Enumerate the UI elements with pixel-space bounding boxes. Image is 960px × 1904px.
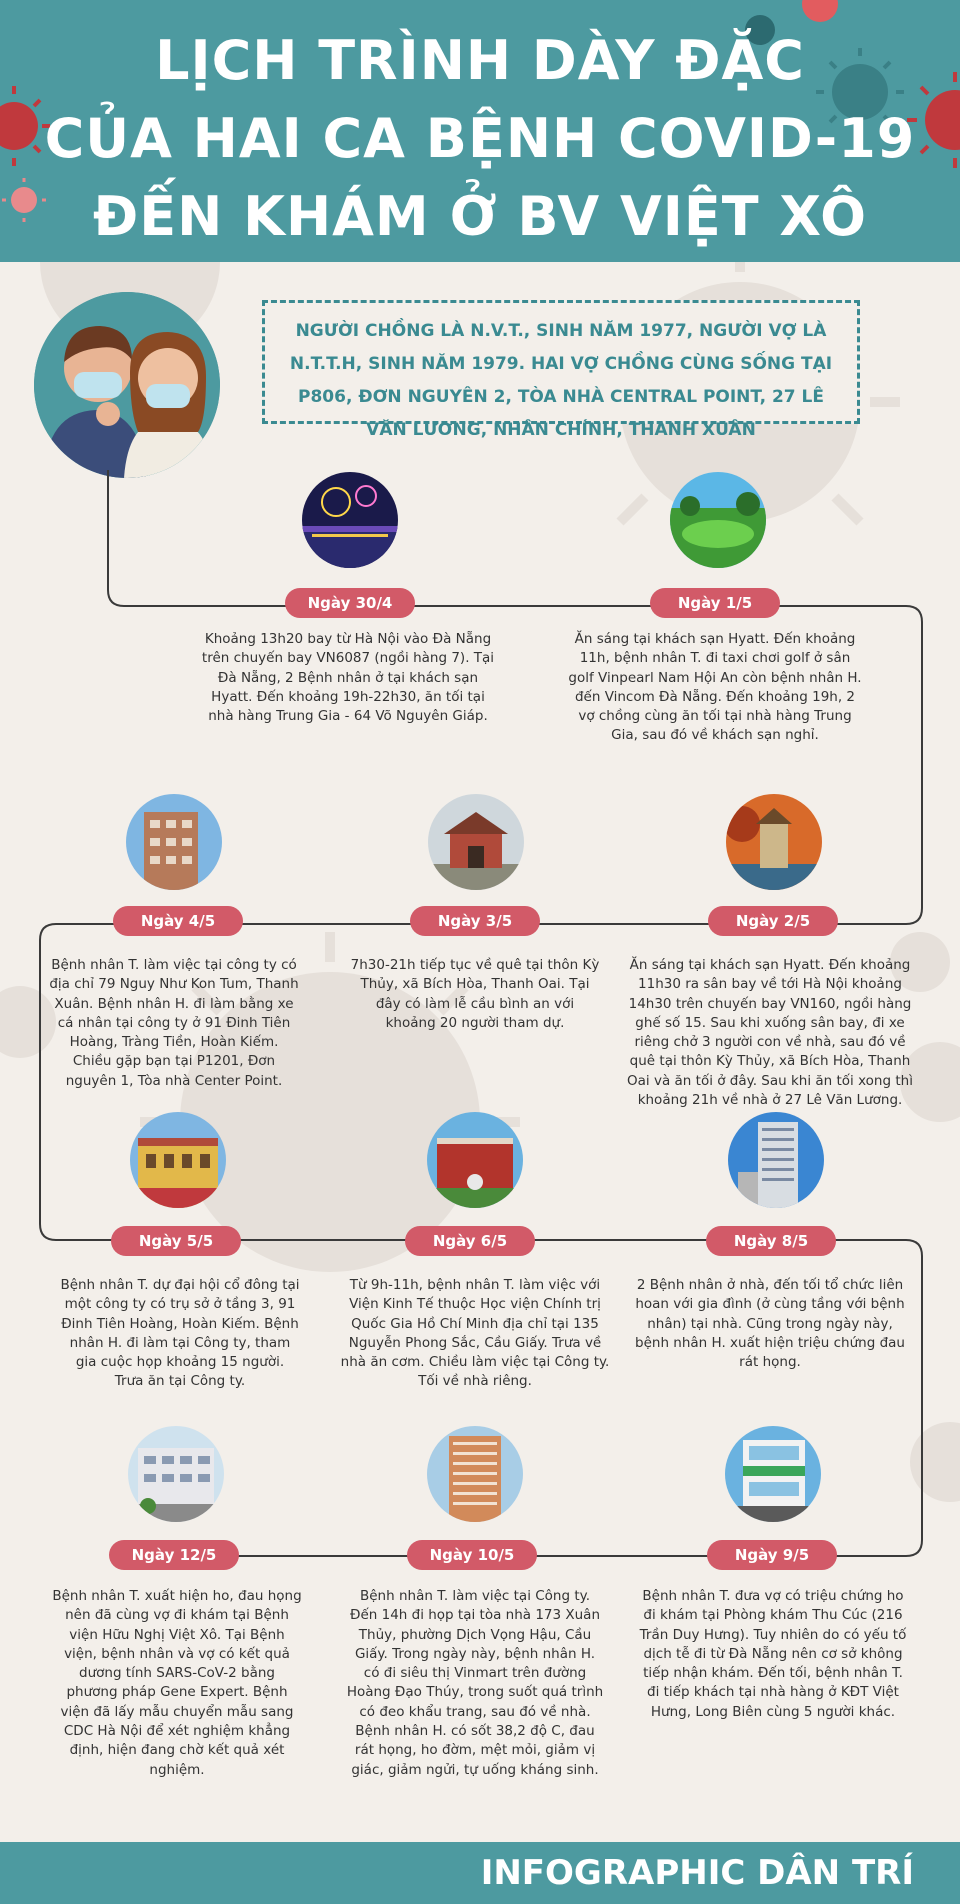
event-description: Bệnh nhân T. đưa vợ có triệu chứng ho đi khám tại Phòng khám Thu Cúc (216 Trần Duy Hưng). Tuy nhiên do có yếu tố dịch tễ đi từ Đà Nẵng nên cơ sở không tiếp nhận khám. Đến tối, bệnh nhân T. đi tiếp khách tại nhà hàng ở KĐT Việt Hưng, Long Biên cùng 5 người khác.	[639, 1588, 907, 1720]
event-image	[428, 794, 524, 890]
event-date-pill: Ngày 8/5	[706, 1226, 836, 1256]
event-image	[728, 1112, 824, 1208]
title-line: ĐẾN KHÁM Ở BV VIỆT XÔ	[92, 185, 868, 248]
patient-info-box: NGƯỜI CHỒNG LÀ N.V.T., SINH NĂM 1977, NGƯỜI VỢ LÀ N.T.T.H, SINH NĂM 1979. HAI VỢ CHỒNG CÙNG SỐNG TẠI P806, ĐƠN NGUYÊN 2, TÒA NHÀ CENTRAL POINT, 27 LÊ VĂN LƯƠNG, NHÂN CHÍNH, THANH XUÂN	[262, 300, 860, 424]
footer-bar	[0, 1842, 960, 1904]
tower-block-icon	[728, 1112, 824, 1208]
event-description: 2 Bệnh nhân ở nhà, đến tối tổ chức liên hoan với gia đình (ở cùng tầng với bệnh nhân) tại nhà. Cũng trong ngày này, bệnh nhân H. xuất hiện triệu chứng đau rát họng.	[635, 1277, 905, 1371]
red-academy-icon	[427, 1112, 523, 1208]
event-description: Ăn sáng tại khách sạn Hyatt. Đến khoảng 11h, bệnh nhân T. đi taxi chơi golf ở sân golf Vinpearl Nam Hội An còn bệnh nhân H. đến Vincom Đà Nẵng. Đến khoảng 19h, 2 vợ chồng cùng ăn tối tại nhà hàng Trung Gia, sau đó về khách sạn nghỉ.	[568, 631, 862, 744]
event-description: Từ 9h-11h, bệnh nhân T. làm việc với Viện Kinh Tế thuộc Học viện Chính trị Quốc Gia Hồ Chí Minh địa chỉ tại 135 Nguyễn Phong Sắc, Cầu Giấy. Trưa về nhà ăn cơm. Chiều làm việc tại Công ty. Tối về nhà riêng.	[340, 1277, 610, 1390]
event-date-pill: Ngày 5/5	[111, 1226, 241, 1256]
event-description: Bệnh nhân T. xuất hiện ho, đau họng nên đã cùng vợ đi khám tại Bệnh viện Hữu Nghị Việt Xô. Tại Bệnh viện, bệnh nhân và vợ có kết quả dương tính SARS-CoV-2 bằng phương pháp Gene Expert. Bệnh viện đã lấy mẫu chuyển mẫu sang CDC Hà Nội để xét nghiệm khẳng định, hiện đang chờ kết quả xét nghiệm.	[52, 1588, 302, 1778]
event-date-pill: Ngày 2/5	[708, 906, 838, 936]
event-image	[130, 1112, 226, 1208]
event-description: Ăn sáng tại khách sạn Hyatt. Đến khoảng 11h30 ra sân bay về tới Hà Nội khoảng 14h30 trên chuyến bay VN160, ngồi hàng ghế số 15. Sau khi xuống sân bay, đi xe riêng chở 3 người con về nhà, sau đó về quê tại thôn Kỳ Thủy, xã Bích Hòa, Thanh Oai và ăn tối ở đây. Sau khi ăn tối xong thì khoảng 21h về nhà ở 27 Lê Văn Lương.	[627, 957, 913, 1109]
couple-masked-avatar	[34, 292, 220, 478]
event-image	[302, 472, 398, 568]
event-image	[427, 1112, 523, 1208]
page-title	[0, 22, 960, 256]
apartment-tower-icon	[427, 1426, 523, 1522]
hospital-building-icon	[128, 1426, 224, 1522]
event-description: Khoảng 13h20 bay từ Hà Nội vào Đà Nẵng trên chuyến bay VN6087 (ngồi hàng 7). Tại Đà Nẵng, 2 Bệnh nhân ở tại khách sạn Hyatt. Đến khoảng 19h-22h30, ăn tối tại nhà hàng Trung Gia - 64 Võ Nguyên Giáp.	[201, 631, 495, 725]
event-image	[126, 794, 222, 890]
event-date-pill: Ngày 30/4	[285, 588, 415, 618]
event-image	[670, 472, 766, 568]
event-date-pill: Ngày 4/5	[113, 906, 243, 936]
title-line: CỦA HAI CA BỆNH COVID-19	[44, 107, 916, 170]
fireworks-river-icon	[302, 472, 398, 568]
clinic-building-icon	[725, 1426, 821, 1522]
event-date-pill: Ngày 3/5	[410, 906, 540, 936]
office-building-icon	[126, 794, 222, 890]
header-banner	[0, 0, 960, 262]
footer-brand: INFOGRAPHIC DÂN TRÍ	[480, 1853, 914, 1893]
event-date-pill: Ngày 12/5	[109, 1540, 239, 1570]
event-image	[726, 794, 822, 890]
event-date-pill: Ngày 1/5	[650, 588, 780, 618]
event-description: Bệnh nhân T. làm việc tại công ty có địa chỉ 79 Nguy Như Kon Tum, Thanh Xuân. Bệnh nhân H. đi làm bằng xe cá nhân tại công ty ở 91 Đinh Tiên Hoàng, Tràng Tiền, Hoàn Kiếm. Chiều gặp bạn tại P1201, Đơn nguyên 1, Tòa nhà Center Point.	[49, 957, 299, 1089]
event-image	[725, 1426, 821, 1522]
temple-gate-icon	[428, 794, 524, 890]
event-image	[128, 1426, 224, 1522]
event-description: 7h30-21h tiếp tục về quê tại thôn Kỳ Thủy, xã Bích Hòa, Thanh Oai. Tại đây có làm lễ cầu bình an với khoảng 20 người tham dự.	[350, 957, 600, 1031]
golf-course-icon	[670, 472, 766, 568]
colonial-building-icon	[130, 1112, 226, 1208]
event-description: Bệnh nhân T. làm việc tại Công ty. Đến 14h đi họp tại tòa nhà 173 Xuân Thủy, phường Dịch Vọng Hậu, Cầu Giấy. Trong ngày này, bệnh nhân H. có đi siêu thị Vinmart trên đường Hoàng Đạo Thúy, trong suốt quá trình có đeo khẩu trang, sau đó về nhà. Bệnh nhân H. có sốt 38,2 độ C, đau rát họng, ho đờm, mệt mỏi, giảm vị giác, giảm ngửi, tự uống kháng sinh.	[346, 1588, 604, 1778]
event-date-pill: Ngày 6/5	[405, 1226, 535, 1256]
event-date-pill: Ngày 9/5	[707, 1540, 837, 1570]
title-line: LỊCH TRÌNH DÀY ĐẶC	[155, 29, 805, 92]
event-image	[427, 1426, 523, 1522]
event-description: Bệnh nhân T. dự đại hội cổ đông tại một công ty có trụ sở ở tầng 3, 91 Đinh Tiên Hoàng, Hoàn Kiếm. Bệnh nhân H. đi làm tại Công ty, tham gia cuộc họp khoảng 15 người. Trưa ăn tại Công ty.	[60, 1277, 300, 1390]
turtle-tower-icon	[726, 794, 822, 890]
event-date-pill: Ngày 10/5	[407, 1540, 537, 1570]
